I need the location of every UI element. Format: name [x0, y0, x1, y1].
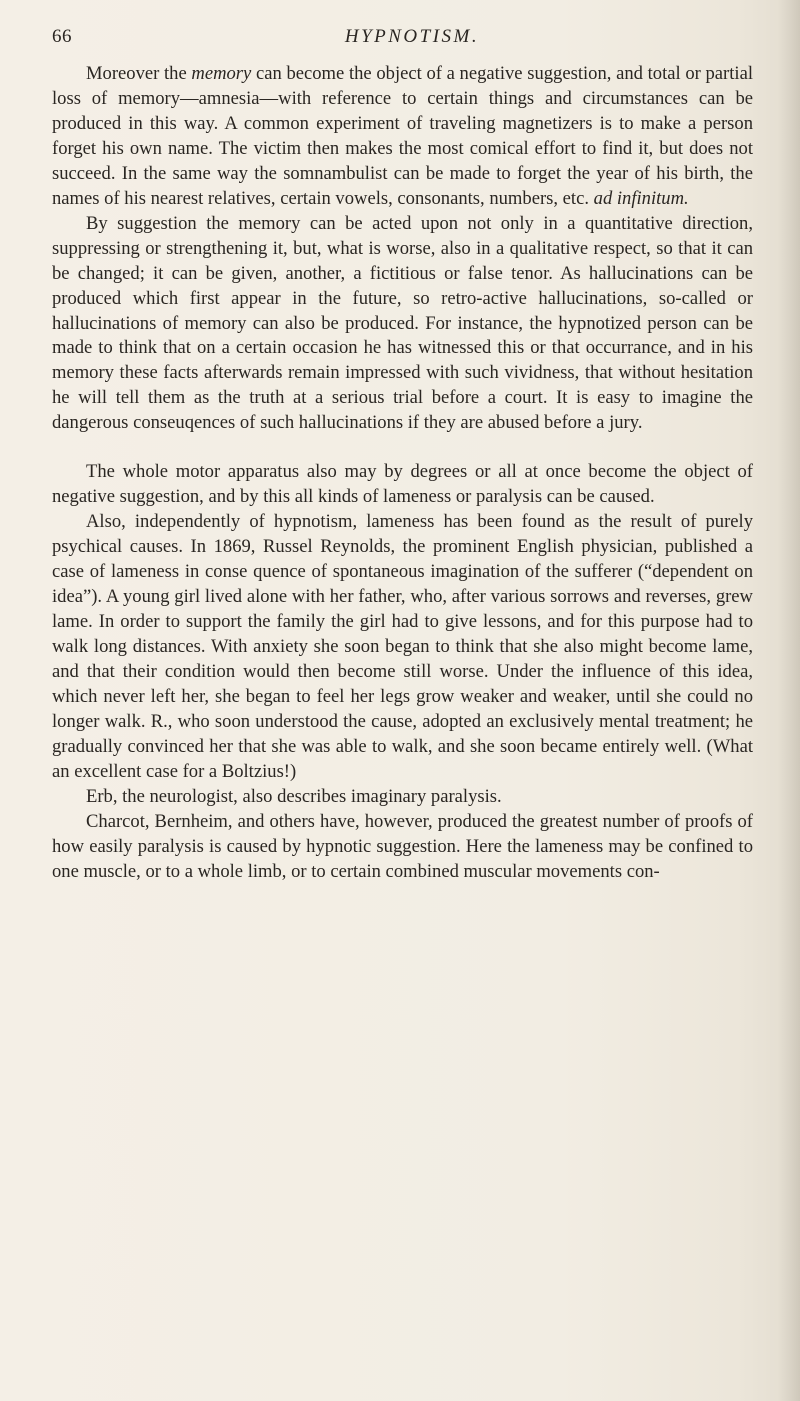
paragraph [52, 212, 753, 437]
paragraph [52, 785, 753, 810]
text-run: Erb, the neurologist, also describes imaginary paralysis. [86, 785, 502, 807]
running-title: HYPNOTISM. [344, 26, 480, 47]
text-run: By suggestion the memory can be acted upon not only in a quantitative direction, suppressing or strengthening it, but, what is worse, also in a qualitative respect, so that it can be changed; it can be given, another, a fictitious or false tenor. As hallucinations can be produced which first appear in the future, so retro-active hallucinations, so-called or hallucinations of memory can also be produced. For instance, the hypnotized person can be made to think that on a certain occasion he has witnessed this or that occurrance, and in his memory these facts afterwards remain impressed with such vividness, that without hesitation he will tell them as the truth at a serious trial before a court. It is easy to imagine the dangerous conseuqences of such hallucinations if they are abused before a jury. [52, 212, 753, 434]
paragraph [52, 460, 753, 510]
text-run: Charcot, Bernheim, and others have, however, produced the greatest number of proofs of how easily paralysis is caused by hypnotic suggestion. Here the lameness may be confined to one muscle, or to a whole limb, or to certain combined muscular movements con- [52, 810, 753, 882]
italic-text-run: ad infinitum. [593, 187, 689, 209]
page-edge-shadow [778, 0, 800, 1401]
text-run: Moreover the [86, 63, 192, 84]
paragraph [52, 62, 753, 212]
paragraph [52, 510, 753, 784]
text-run: Also, independently of hypnotism, lameness has been found as the result of purely psychical causes. In 1869, Russel Reynolds, the prominent English physician, published a case of lameness in conse quence of spontaneous imagination of the sufferer (“dependent on idea”). A young girl lived alone with her father, who, after various sorrows and reverses, grew lame. In order to support the family the girl had to give lessons, and for this purpose had to walk long distances. With anxiety she soon began to think that she also might become lame, and that their condition would then become still worse. Under the influence of this idea, which never left her, she began to feel her legs grow weaker and weaker, until she could no longer walk. R., who soon understood the cause, adopted an exclusively mental treatment; he gradually convinced her that she was able to walk, and she soon became entirely well. (What an excellent case for a Boltzius!) [52, 511, 753, 782]
text-run: can become the object of a negative suggestion, and total or partial loss of memory—amnesia—with reference to certain things and circumstances can be produced in this way. A common experiment of traveling magnetizers is to make a person forget his own name. The victim then makes the most comical effort to find it, but does not succeed. In the same way the somnambulist can be made to forget the year of his birth, the names of his nearest relatives, certain vowels, consonants, numbers, etc. [52, 63, 753, 209]
page-number: 66 [52, 26, 72, 47]
italic-text-run: memory [191, 63, 252, 84]
paragraph [52, 810, 753, 885]
text-run: The whole motor apparatus also may by degrees or all at once become the object of negative suggestion, and by this all kinds of lameness or paralysis can be caused. [52, 461, 753, 508]
body-text [52, 62, 753, 885]
page-header [52, 26, 752, 56]
